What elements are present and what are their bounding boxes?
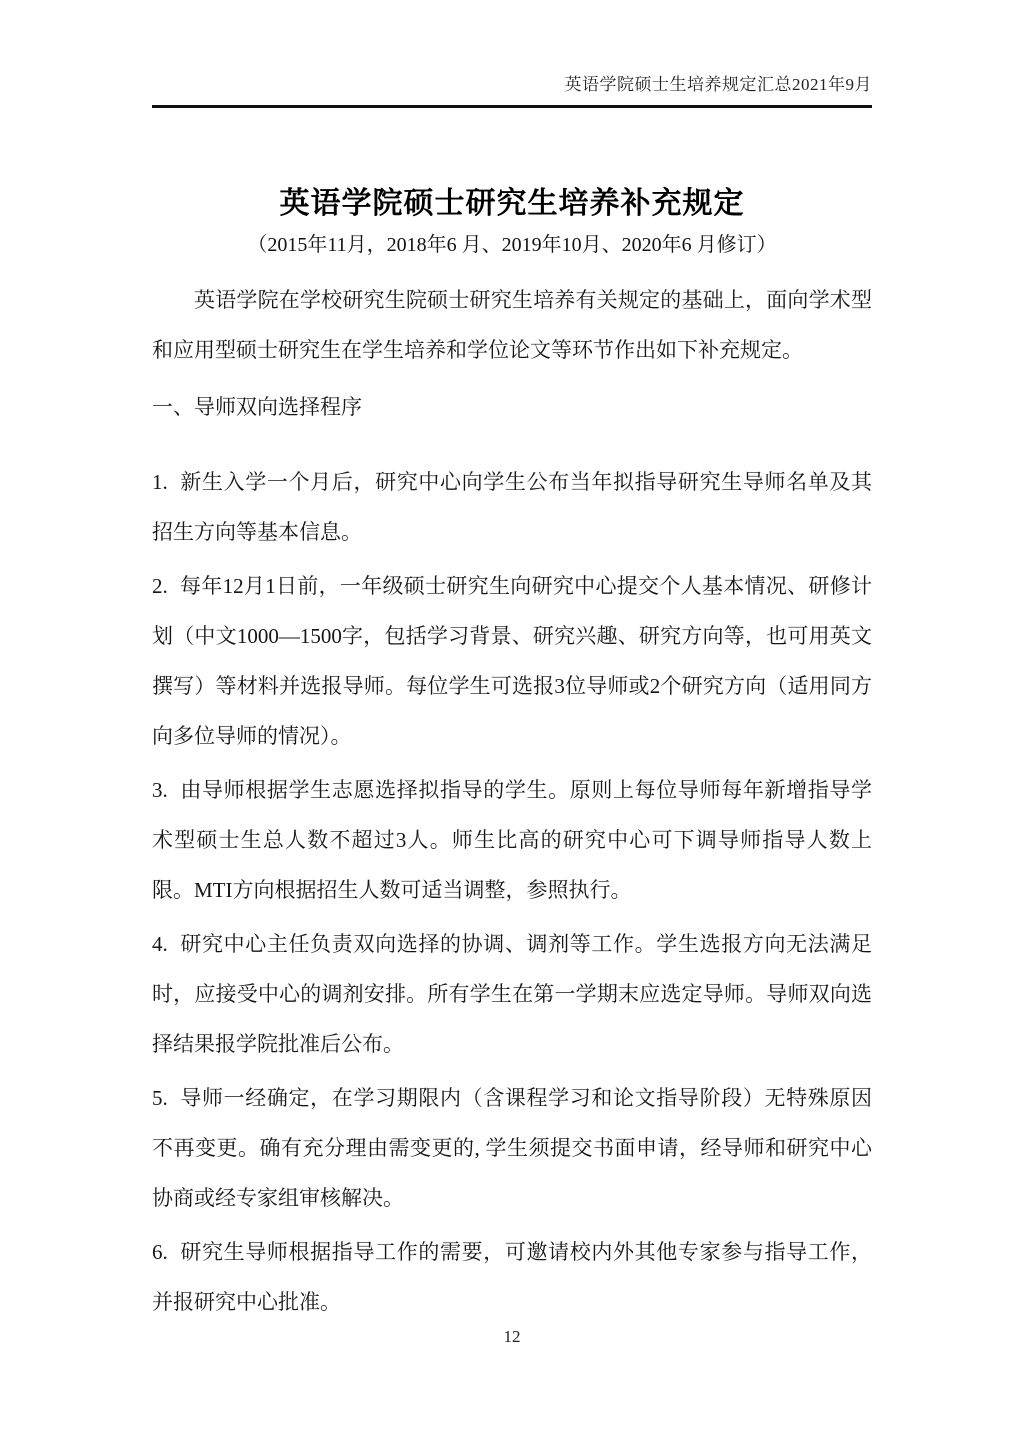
item-text: 每年12月1日前，一年级硕士研究生向研究中心提交个人基本情况、研修计划（中文1000—1500字，包括学习背景、研究兴趣、研究方向等，也可用英文撰写）等材料并选报导师。每位学生可选报3位导师或2个研究方向（适用同方向多位导师的情况）。 (152, 574, 872, 748)
header-divider (152, 105, 872, 108)
item-text: 研究生导师根据指导工作的需要，可邀请校内外其他专家参与指导工作，并报研究中心批准。 (152, 1240, 872, 1314)
list-item-5 (152, 1073, 872, 1223)
list-item-2 (152, 561, 872, 761)
list-item-4 (152, 919, 872, 1069)
page-number: 12 (503, 1327, 521, 1346)
item-number: 1. (152, 470, 168, 494)
page-footer (0, 1327, 1024, 1347)
section-heading: 一、导师双向选择程序 (152, 395, 362, 419)
item-text: 导师一经确定，在学习期限内（含课程学习和论文指导阶段）无特殊原因不再变更。确有充分理由需变更的, 学生须提交书面申请，经导师和研究中心协商或经专家组审核解决。 (152, 1086, 872, 1210)
item-text: 新生入学一个月后，研究中心向学生公布当年拟指导研究生导师名单及其招生方向等基本信息。 (152, 470, 872, 544)
list-item-6 (152, 1227, 872, 1327)
document-body (152, 275, 872, 1327)
running-header: 英语学院硕士生培养规定汇总2021年9月 (564, 75, 872, 94)
revision-note: （2015年11月，2018年6 月、2019年10月、2020年6 月修订） (247, 234, 777, 256)
item-number: 6. (152, 1240, 168, 1264)
intro-paragraph: 英语学院在学校研究生院硕士研究生培养有关规定的基础上，面向学术型和应用型硕士研究生在学生培养和学位论文等环节作出如下补充规定。 (152, 288, 872, 362)
item-text: 由导师根据学生志愿选择拟指导的学生。原则上每位导师每年新增指导学术型硕士生总人数不超过3人。师生比高的研究中心可下调导师指导人数上限。MTI方向根据招生人数可适当调整，参照执行。 (152, 778, 872, 902)
item-number: 4. (152, 932, 168, 956)
item-text: 研究中心主任负责双向选择的协调、调剂等工作。学生选报方向无法满足时，应接受中心的调剂安排。所有学生在第一学期末应选定导师。导师双向选择结果报学院批准后公布。 (152, 932, 872, 1056)
list-item-3 (152, 765, 872, 915)
item-number: 3. (152, 778, 168, 802)
document-title: 英语学院硕士研究生培养补充规定 (279, 187, 745, 220)
item-number: 2. (152, 574, 168, 598)
item-number: 5. (152, 1086, 168, 1110)
document-content (152, 178, 872, 1327)
list-item-1 (152, 457, 872, 557)
